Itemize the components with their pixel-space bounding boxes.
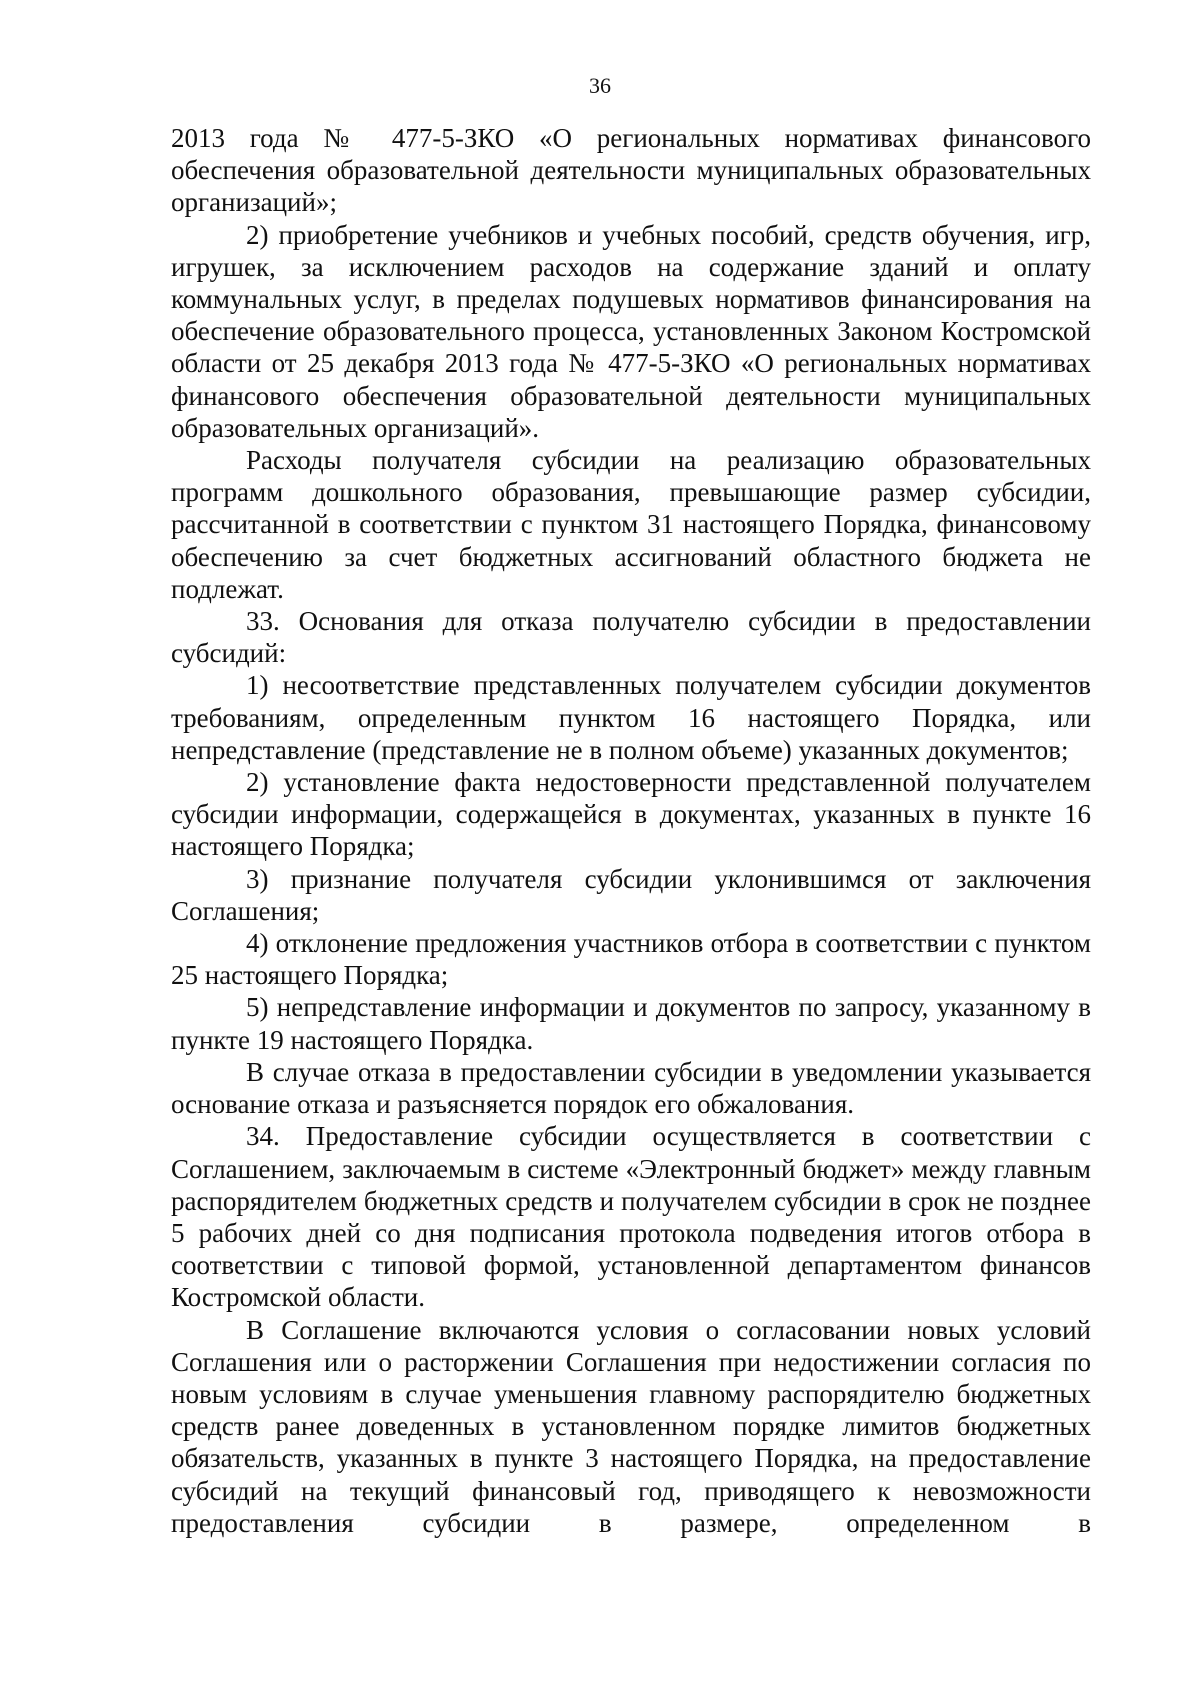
paragraph-continued: В Соглашение включаются условия о согласовании новых условий Соглашения или о расторжении Соглашения при недостижении согласия по новым условиям в случае уменьшения главному распорядителю бюджетных средств ранее доведенных в установленном порядке лимитов бюджетных обязательств, указанных в пункте 3 настоящего Порядка, на предоставление субсидий на текущий финансовый год, приводящего к невозможности предоставления субсидии в размере, определенном в xyxy=(171,1314,1091,1538)
document-body xyxy=(171,122,1091,1539)
paragraph: 5) непредставление информации и документов по запросу, указанному в пункте 19 настоящего Порядка. xyxy=(171,992,1091,1055)
paragraph: 2) установление факта недостоверности представленной получателем субсидии информации, содержащейся в документах, указанных в пункте 16 настоящего Порядка; xyxy=(171,767,1091,862)
paragraph: В случае отказа в предоставлении субсидии в уведомлении указывается основание отказа и разъясняется порядок его обжалования. xyxy=(171,1056,1091,1120)
paragraph: 33. Основания для отказа получателю субсидии в предоставлении субсидий: xyxy=(171,606,1091,669)
paragraph: 2013 года № 477-5-ЗКО «О региональных нормативах финансового обеспечения образовательной деятельности муниципальных образовательных организаций»; xyxy=(171,123,1091,218)
paragraph: 3) признание получателя субсидии уклонившимся от заключения Соглашения; xyxy=(171,863,1091,926)
paragraph: 4) отклонение предложения участников отбора в соответствии с пунктом 25 настоящего Порядка; xyxy=(171,928,1091,991)
paragraph: 2) приобретение учебников и учебных пособий, средств обучения, игр, игрушек, за исключением расходов на содержание зданий и оплату коммунальных услуг, в пределах подушевых нормативов финансирования на обеспечение образовательного процесса, установленных Законом Костромской области от 25 декабря 2013 года № 477-5-ЗКО «О региональных нормативах финансового обеспечения образовательной деятельности муниципальных образовательных организаций». xyxy=(171,219,1091,443)
paragraph: 34. Предоставление субсидии осуществляется в соответствии с Соглашением, заключаемым в системе «Электронный бюджет» между главным распорядителем бюджетных средств и получателем субсидии в срок не позднее 5 рабочих дней со дня подписания протокола подведения итогов отбора в соответствии с типовой формой, установленной департаментом финансов Костромской области. xyxy=(171,1121,1091,1313)
page-number: 36 xyxy=(589,73,611,98)
paragraph: 1) несоответствие представленных получателем субсидии документов требованиям, определенным пунктом 16 настоящего Порядка, или непредставление (представление не в полном объеме) указанных документов; xyxy=(171,670,1091,765)
paragraph: Расходы получателя субсидии на реализацию образовательных программ дошкольного образования, превышающие размер субсидии, рассчитанной в соответствии с пунктом 31 настоящего Порядка, финансовому обеспечению за счет бюджетных ассигнований областного бюджета не подлежат. xyxy=(171,445,1091,604)
